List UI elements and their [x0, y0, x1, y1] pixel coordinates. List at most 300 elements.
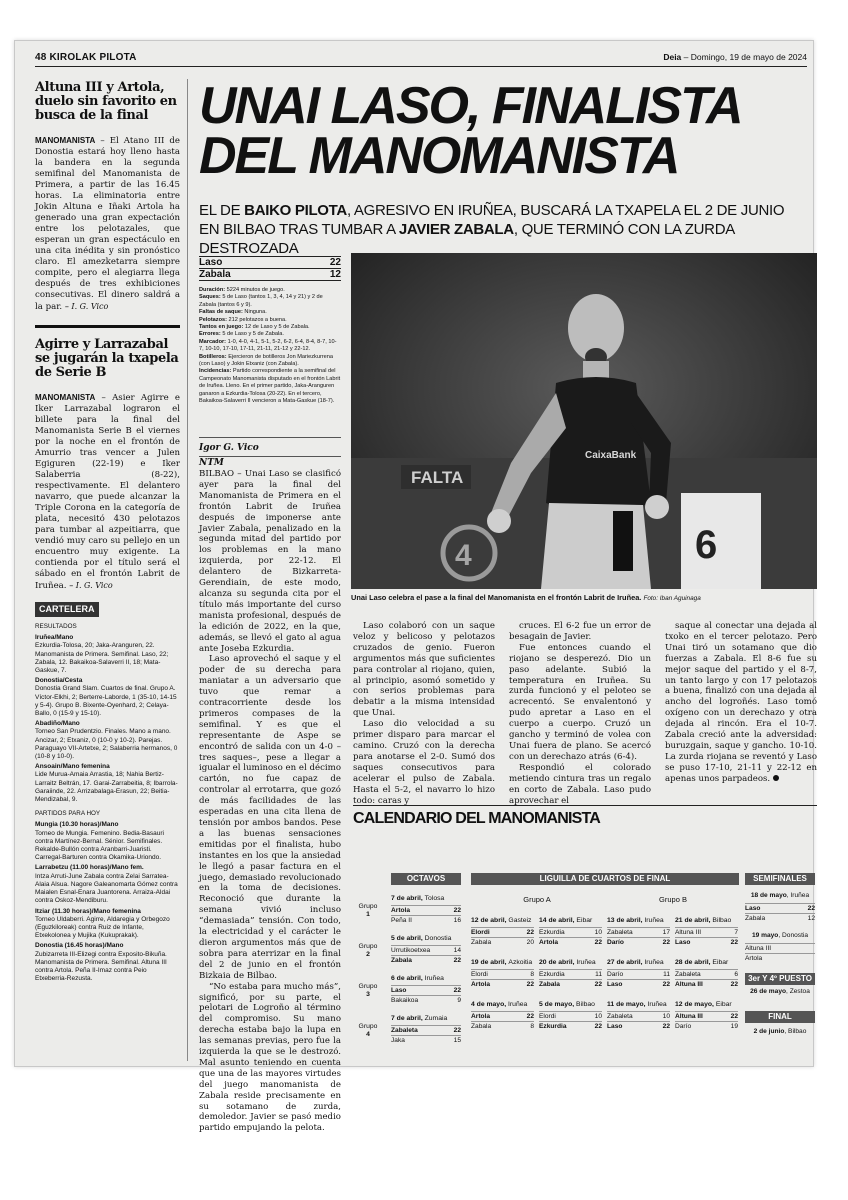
- player-score: 22: [594, 1023, 602, 1030]
- player-name: Zabala: [471, 1023, 492, 1030]
- match-venue: Azkoitia: [508, 959, 533, 966]
- wall-number: 4: [455, 539, 472, 572]
- player-score: 22: [453, 987, 461, 994]
- match-date: 6 de abril, Iruñea: [391, 975, 444, 982]
- match-venue: Zumaia: [424, 1015, 448, 1022]
- semifinales-header: SEMIFINALES: [745, 873, 815, 885]
- match-row: [391, 905, 461, 915]
- sidebar-story-2: [35, 392, 180, 592]
- cartelera-item-head: Ansoain/Mano femenina: [35, 763, 110, 771]
- player-name: Ezkurdia: [539, 929, 565, 936]
- match-venue: Iruñea: [576, 959, 596, 966]
- group-number: 4: [366, 1031, 370, 1038]
- third-place-header: 3er Y 4º PUESTO: [745, 973, 815, 985]
- player-name: Zabala: [539, 981, 560, 988]
- cartelera-item-head: Mungia (10.30 horas)/Mano: [35, 821, 119, 829]
- match-row: [471, 1011, 534, 1021]
- player-name: Altuna III: [675, 1013, 703, 1020]
- match-row: [539, 979, 602, 989]
- match-row: [675, 979, 738, 989]
- stat-key: Tantos en juego:: [199, 324, 244, 331]
- player-name: Altuna III: [745, 945, 772, 952]
- stat-line: [199, 331, 341, 338]
- subheadline: [199, 201, 799, 258]
- group-label: [353, 1023, 383, 1039]
- player-name: Laso: [745, 905, 761, 912]
- divider: [35, 325, 180, 328]
- stat-key: Errores:: [199, 331, 221, 338]
- shirt-sponsor: CaixaBank: [585, 450, 637, 461]
- cartelera-label: CARTELERA: [35, 602, 99, 617]
- player-score: 10: [594, 929, 602, 936]
- photo-credit: Foto: Iban Aguinaga: [643, 595, 701, 602]
- group-number: 2: [366, 951, 370, 958]
- player-score: 10: [662, 1013, 670, 1020]
- cartelera-item: [35, 942, 180, 983]
- byline: [199, 437, 341, 469]
- player-score: 22: [594, 939, 602, 946]
- match-day: 5 de abril: [391, 935, 421, 942]
- match-day: 12 de abril: [471, 917, 505, 924]
- match-day: 5 de mayo: [539, 1001, 573, 1008]
- stat-value: 12 de Laso y 5 de Zabala.: [244, 324, 310, 331]
- match-venue: Eibar: [576, 917, 593, 924]
- player-score: 22: [662, 981, 670, 988]
- agency-name: NTM: [199, 456, 341, 469]
- match-row: [471, 979, 534, 989]
- cartelera-item: [35, 821, 180, 862]
- stat-key: Saques:: [199, 294, 221, 301]
- match-day: 20 de abril: [539, 959, 573, 966]
- match-date: 12 de abril, Gasteiz: [471, 917, 532, 924]
- player-name: Laso: [607, 981, 623, 988]
- final-date: 2 de junio, Bilbao: [753, 1028, 807, 1035]
- sidebar-headline-1: Altuna III y Artola, duelo sin favorito en busca de la final: [35, 80, 177, 123]
- player-score: 22: [526, 1013, 534, 1020]
- match-day: 18 de mayo: [750, 892, 787, 899]
- group-word: Grupo: [358, 903, 378, 910]
- stat-line: [199, 294, 341, 309]
- match-day: 21 de abril: [675, 917, 709, 924]
- page-number: 48: [35, 52, 47, 63]
- player-score: 19: [730, 1023, 738, 1030]
- player-score: 10: [594, 1013, 602, 1020]
- match-venue: Zestoa: [789, 988, 810, 995]
- match-row: [607, 1011, 670, 1021]
- match-venue: Iruñea: [644, 959, 664, 966]
- match-row: [675, 937, 738, 947]
- match-day: 7 de abril: [391, 895, 421, 902]
- player-name: Urrutikoetxea: [391, 947, 431, 954]
- article-column-1: [199, 469, 341, 1134]
- article-paragraph: Laso dio velocidad a su primer disparo para marcar el camino. Cruzó con la derecha para anotarse el 2-0. Sumó dos saques consecutivos para acelerar el pulso de Zabala. Hasta el 5-2, el navarro lo hizo todo: caras y: [353, 719, 495, 806]
- match-stats: [199, 287, 341, 406]
- match-day: 19 mayo: [751, 932, 779, 939]
- group-word: Grupo: [358, 943, 378, 950]
- article-photo: [351, 253, 817, 589]
- story-lead: MANOMANISTA: [35, 393, 96, 402]
- player-score: 22: [730, 981, 738, 988]
- cartelera-item-text: Torneo de Mungia. Femenino. Bedia-Basauri contra Martínez-Bernal. Sénior. Semifinales. Rekalde-Bullón contra Aranbarri-Juaristi. Carregal-Barturen contra Okamika-Uriondo.: [35, 829, 164, 862]
- cartelera-item-head: Itziar (11.30 horas)/Mano femenina: [35, 907, 141, 915]
- match-date: 11 de mayo, Iruñea: [607, 1001, 667, 1008]
- publication-name: Deia: [663, 52, 682, 62]
- match-day: 26 de mayo: [750, 988, 787, 995]
- subheadline-bold: JAVIER ZABALA: [398, 221, 514, 238]
- player-score: 12: [329, 269, 341, 280]
- cartelera-list: [35, 623, 180, 983]
- player-name: Artola: [391, 907, 411, 914]
- match-row: [471, 927, 534, 937]
- section-right: PILOTA: [99, 52, 137, 63]
- match-venue: Iruñea: [424, 975, 444, 982]
- semifinal-date: 19 mayo, Donostia: [751, 932, 809, 939]
- player-name: Altuna III: [675, 981, 703, 988]
- player-name: Elordi: [471, 929, 490, 936]
- match-venue: Donostia: [782, 932, 809, 939]
- results-list: [35, 634, 180, 804]
- player-score: 22: [453, 1027, 461, 1034]
- cartelera-item-head: Larrabetzu (11.00 horas)/Mano fem.: [35, 864, 144, 872]
- stat-key: Marcador:: [199, 338, 227, 345]
- page-header: [35, 49, 807, 67]
- player-name: Artola: [471, 981, 491, 988]
- player-score: 14: [453, 947, 461, 954]
- match-day: 13 de abril: [607, 917, 641, 924]
- player-name: Peña II: [391, 917, 412, 924]
- semifinal-date: 18 de mayo, Iruñea: [750, 892, 810, 899]
- score-box: [199, 256, 341, 406]
- match-row: [745, 903, 815, 913]
- sidebar-headline-2: Agirre y Larrazabal se jugarán la txapela de Serie B: [35, 337, 179, 380]
- stat-value: 5 de Laso (tantos 1, 3, 4, 14 y 21) y 2 de Zabala (tantos 6 y 9).: [199, 294, 323, 308]
- cartelera-item: [35, 908, 180, 941]
- court-number: 6: [695, 523, 718, 567]
- article-paragraph: BILBAO – Unai Laso se clasificó ayer para la final del Manomanista de Primera en el frontón Labrit de Iruñea después de imponerse ante Javier Zabala, penalizado en la segunda mitad del partido por los problemas en la mano izquierda, por 22-12. El delantero de Bizkarreta-Gerendiain, de este modo, alcanza su segunda cita por el título más importante del curso manista profesional, después de la edición de 2022, en la que, además, se llevó el gato al agua ante Joseba Ezkurdia.: [199, 469, 341, 654]
- stat-value: 1-0, 4-0, 4-1, 5-1, 5-2, 6-2, 6-4, 8-4, 8-7, 10-7, 10-10, 17-10, 17-11, 21-11, 21-12 y 22-12.: [199, 338, 337, 353]
- stat-line: [199, 324, 341, 331]
- match-date: 14 de abril, Eibar: [539, 917, 593, 924]
- stat-line: [199, 354, 341, 369]
- match-date: 7 de abril, Tolosa: [391, 895, 445, 902]
- match-row: [539, 969, 602, 979]
- player-score: 22: [329, 257, 341, 268]
- player-score: 11: [595, 971, 602, 978]
- match-row: [607, 969, 670, 979]
- match-venue: Iruñea: [790, 892, 810, 899]
- player-name: Artola: [471, 1013, 491, 1020]
- octavos-header: OCTAVOS: [391, 873, 461, 885]
- section-left: KIROLAK: [49, 52, 97, 63]
- cartelera-item-text: Ezkurdia-Tolosa, 20; Jaka-Aranguren, 22. Manomanista de Primera. Semifinal. Laso, 22; Zabala, 12. Bakaikoa-Salaverri II, 18; Mata-Gaskue, 7.: [35, 642, 169, 675]
- player-name: Laso: [199, 257, 223, 268]
- cartelera-item: [35, 763, 180, 804]
- subheadline-text: , AGRESIVO EN IRUÑEA, BUSCARÁ LA TXAPELA EL 2 DE JUNIO EN BILBAO TRAS TUMBAR A: [199, 202, 785, 238]
- cartelera-item-head: Donostia/Cesta: [35, 677, 83, 685]
- match-date: 13 de abril, Iruñea: [607, 917, 664, 924]
- calendar-title: CALENDARIO DEL MANOMANISTA: [353, 805, 817, 828]
- group-word: Grupo: [358, 983, 378, 990]
- player-score: 17: [662, 929, 670, 936]
- group-label: [353, 983, 383, 999]
- player-score: 12: [807, 915, 815, 922]
- match-row: [391, 1025, 461, 1035]
- match-day: 27 de abril: [607, 959, 641, 966]
- player-name: Artola: [539, 939, 559, 946]
- match-row: [745, 913, 815, 923]
- match-row: [745, 943, 815, 953]
- story-signature: – I. G. Vico: [69, 581, 113, 590]
- player-name: Zabala: [391, 957, 412, 964]
- match-row: [675, 927, 738, 937]
- group-number: 3: [366, 991, 370, 998]
- cartelera-item-text: Torneo San Prudentzio. Finales. Mano a mano. Ancizar, 2; Etxaniz, 0 (10-0 y 10-2). Parejas. Paraguayo VII-Artetxe, 2; Salaberria hermanos, 0 (10-8 y 10-0).: [35, 728, 178, 761]
- player-name: Jaka: [391, 1037, 405, 1044]
- match-row: [391, 955, 461, 965]
- player-score: 22: [453, 907, 461, 914]
- match-row: [391, 985, 461, 995]
- article-paragraph: “No estaba para mucho más”, significó, por su parte, el pelotari de Logroño al término del compromiso. Su mano derecha estaba bajo la lupa en las semanas previas, pero fue la izquierda la que se le destrozó. Mal asunto teniendo en cuenta que una de las mayores virtudes del juego manomanista de Zabala reside precisamente en su sotamano de zurda, demoledor. Javier se pasó medio partido empujando la pelota.: [199, 981, 341, 1134]
- player-name: Artola: [745, 955, 763, 962]
- score-row: [199, 256, 341, 268]
- stat-value: 5 de Laso y 5 de Zabala.: [222, 331, 284, 338]
- publication-date: Deia – Domingo, 19 de mayo de 2024: [663, 52, 807, 62]
- player-score: 22: [662, 939, 670, 946]
- player-name: Darío: [675, 1023, 692, 1030]
- results-label: RESULTADOS: [35, 623, 77, 630]
- match-day: 11 de mayo: [607, 1001, 644, 1008]
- sidebar: [35, 79, 180, 1061]
- score-row: [199, 268, 341, 281]
- match-venue: Eibar: [712, 959, 729, 966]
- match-day: 19 de abril: [471, 959, 505, 966]
- cartelera-item-head: Iruñea/Mano: [35, 634, 74, 642]
- stat-key: Pelotazos:: [199, 316, 227, 323]
- match-venue: Iruñea: [508, 1001, 528, 1008]
- match-venue: Bilbao: [712, 917, 732, 924]
- match-row: [539, 1011, 602, 1021]
- player-score: 16: [453, 917, 461, 924]
- player-score: 22: [662, 1023, 670, 1030]
- match-venue: Gasteiz: [508, 917, 532, 924]
- player-name: Zabaleta: [607, 929, 633, 936]
- player-score: 6: [734, 971, 738, 978]
- player-name: Zabala: [471, 939, 492, 946]
- match-day: 12 de mayo: [675, 1001, 713, 1008]
- match-row: [607, 1021, 670, 1031]
- player-name: Zabaleta: [391, 1027, 418, 1034]
- cartelera-item: [35, 634, 180, 675]
- player-name: Zabala: [745, 915, 766, 922]
- match-venue: Eibar: [715, 1001, 732, 1008]
- match-row: [607, 979, 670, 989]
- article-column-3: [509, 621, 651, 806]
- match-day: 6 de abril: [391, 975, 421, 982]
- cartelera-item-text: Torneo Uldaberri. Agirre, Aldaregia y Orbegozo (Eguzkiloreak) contra Ruiz de Infante, Etxekolonea y Mujika (Kukuprakak).: [35, 915, 170, 940]
- player-score: 22: [453, 957, 461, 964]
- player-score: 8: [530, 1023, 534, 1030]
- match-row: [391, 945, 461, 955]
- player-score: 9: [457, 997, 461, 1004]
- issue-date: Domingo, 19 de mayo de 2024: [690, 52, 807, 62]
- section-label: [35, 52, 137, 63]
- cartelera-item-text: Donostia Grand Slam. Cuartos de final. Grupo A. Víctor-Elkhi, 2; Berterre-Laborde, 1 (35-10, 14-15 y 5-4). Grupo B. Bixente-Oyenhard, 2; Celaya-Ballo, 0 (15-9 y 15-10).: [35, 685, 177, 718]
- player-score: 22: [526, 929, 534, 936]
- player-score: 22: [526, 981, 534, 988]
- stat-value: 212 pelotazos a buena.: [228, 316, 287, 323]
- article-paragraph: Respondió el colorado metiendo cintura tras un regalo en corto de Zabala. Laso pudo aprovechar el: [509, 762, 651, 806]
- player-name: Laso: [391, 987, 407, 994]
- player-score: 22: [807, 905, 815, 912]
- today-label: PARTIDOS PARA HOY: [35, 810, 101, 818]
- liguilla-header: LIGUILLA DE CUARTOS DE FINAL: [471, 873, 739, 885]
- match-venue: Iruñea: [644, 917, 664, 924]
- match-venue: Bilbao: [576, 1001, 595, 1008]
- cartelera-item: [35, 677, 180, 718]
- match-row: [471, 969, 534, 979]
- story-lead: MANOMANISTA: [35, 136, 96, 145]
- match-row: [539, 1021, 602, 1031]
- article-paragraph: cruces. El 6-2 fue un error de besagain de Javier.: [509, 621, 651, 642]
- match-date: 19 de abril, Azkoitia: [471, 959, 533, 966]
- match-row: [745, 953, 815, 963]
- group-word: Grupo: [358, 1023, 378, 1030]
- match-date: 5 de mayo, Bilbao: [539, 1001, 595, 1008]
- match-date: 20 de abril, Iruñea: [539, 959, 596, 966]
- story-text: – Asier Agirre e Iker Larrazabal lograron el billete para la final del Manomanista Serie B el viernes por la noche en el frontón de Amurrio tras vencer a Julen Egiguren (22-19) e Iker Salaberria (8-22), respectivamente. El delantero navarro, que puede alcanzar la Triple Corona en la categoría de plata, necesitó 430 pelotazos para tumbar al azpeitiarra, que vendió muy caro su pellejo en un encuentro muy exigente. La contienda por el título será el sábado en el frontón Labrit de Iruñea.: [35, 393, 180, 591]
- caption-text: Unai Laso celebra el pase a la final del Manomanista en el frontón Labrit de Iruñea.: [351, 593, 642, 602]
- cartelera-item-head: Abadiño/Mano: [35, 720, 80, 728]
- player-score: 11: [663, 971, 670, 978]
- cartelera-item-text: Intza Arruti-June Zabala contra Zelai Sarratea-Alaia Alsua. Nagore Galeanomarta Gómez contra Maialen Esnal-Enara Juantorena. Arraiza-Aldai contra Oskoz-Mendiburu.: [35, 872, 178, 905]
- author-name: Igor G. Vico: [199, 437, 341, 454]
- player-name: Ezkurdia: [539, 971, 565, 978]
- stat-value: Ninguna.: [244, 309, 267, 316]
- article-paragraph: Fue entonces cuando el riojano se desperezó. Dio un paso adelante. Subió la temperatura en Iruñea. Su zurda funcionó y el peloteo se acrecentó. Se envalentonó y pudo apretar a Laso en el cuerpo a cuerpo. Cruzó un gancho y terminó de volea con Unai fuera de plano. Se acercó con un derechazo atrás (6-4).: [509, 642, 651, 762]
- match-date: 12 de mayo, Eibar: [675, 1001, 732, 1008]
- article-column-4: [665, 621, 817, 785]
- headline-line-2: DEL MANOMANISTA: [199, 127, 679, 185]
- match-day: 14 de abril: [539, 917, 573, 924]
- player-score: 7: [734, 929, 738, 936]
- match-row: [539, 937, 602, 947]
- stat-line: [199, 368, 341, 405]
- match-row: [539, 927, 602, 937]
- match-row: [391, 1035, 461, 1045]
- main-headline: [199, 77, 819, 185]
- match-venue: Donostia: [424, 935, 452, 942]
- player-name: Laso: [607, 1023, 623, 1030]
- stat-key: Incidencias:: [199, 368, 232, 375]
- player-name: Zabaleta: [675, 971, 701, 978]
- article-paragraph: Laso colaboró con un saque veloz y belicoso y pelotazos cruzados de genio. Fueron argumentos más que suficientes para controlar al riojano, quien, al principio, asomó sometido y con serios problemas para debatir a la misma intensidad que Unai.: [353, 621, 495, 719]
- match-date: 21 de abril, Bilbao: [675, 917, 732, 924]
- player-score: 22: [730, 939, 738, 946]
- player-score: 20: [526, 939, 534, 946]
- tournament-calendar: [353, 829, 817, 1061]
- today-list: [35, 821, 180, 983]
- cartelera-item: [35, 720, 180, 761]
- match-row: [391, 915, 461, 925]
- third-place-date: 26 de mayo, Zestoa: [750, 988, 810, 995]
- cartelera-item-text: Lide Murua-Amaia Arrastia, 18; Nahia Bertiz-Larraitz Beltrán, 17. Garai-Zarrabeitia, 8; Ibarrola-Garaiinde, 22. Arrizabalaga-Erasun, 22; Beitia-Mendizabal, 9.: [35, 771, 178, 804]
- photo-caption: [351, 593, 817, 602]
- match-date: 4 de mayo, Iruñea: [471, 1001, 528, 1008]
- group-label: [353, 943, 383, 959]
- stat-value: 5224 minutos de juego.: [226, 287, 285, 293]
- wall-banner: FALTA: [411, 468, 464, 487]
- match-day: 7 de abril: [391, 1015, 421, 1022]
- cartelera-item-text: Zubizarreta III-Elizegi contra Exposito-Bikuña. Manomanista de Primera. Semifinal. Altuna III contra Artola. Peña II-Imaz contra Peio Etxeberria-Rezusta.: [35, 950, 167, 983]
- player-name: Darío: [607, 971, 624, 978]
- match-row: [675, 969, 738, 979]
- match-row: [607, 927, 670, 937]
- headline-line-1: UNAI LASO, FINALISTA: [199, 77, 742, 135]
- subheadline-bold: BAIKO PILOTA: [244, 202, 347, 219]
- column-rule: [187, 79, 188, 1061]
- player-name: Altuna III: [675, 929, 702, 936]
- player-name: Elordi: [539, 1013, 556, 1020]
- player-score: 15: [453, 1037, 461, 1044]
- newspaper-page: [14, 40, 817, 1134]
- article-paragraph: Laso aprovechó el saque y el poder de su derecha para maniatar a un adversario que tuvo que remar a contracorriente desde los primeros compases de la semifinal. Y es que el representante de Aspe se encontró de salida con un 4-0 –tres saques–, pese a llegar a igualar el luminoso en el décimo cartón, no fue capaz de controlar al errotarra, que gozó de más facilidades de las esperadas en una cita llena de tensión por ambos bandos. Pese a las buenas sensaciones emitidas por el finalista, hubo instantes en los que la ansiedad le llegó a pasar factura en el juego, demasiado revolucionado en la toma de decisiones. Reconoció que durante la semana vivió incluso “demasiada” tensión. Con todo, la electricidad y el carácter le dieron argumentos más que de sobra para aterrizar en la final del 2 de junio en el frontón Bizkaia de Bilbao.: [199, 654, 341, 981]
- stat-value: Ejercieron de botilleros Jon Mariezkurrena (con Laso) y Jokin Etxaniz (con Zabala).: [199, 353, 334, 368]
- article-paragraph: saque al conectar una dejada al txoko en el tercer pelotazo. Pero Unai tiró un sotamano que dio fuerzas a Zabala. El 8-6 fue su mejor saque del partido y el 8-7, un tanto largo y con 17 pelotazos a buena, finalizó con una dejada al ancho del logroñés. Laso tomó oxígeno con un derechazo y otra dejada al rincón. Era el 10-7. Zabala creció ante la adversidad: buruzgain, saque y gancho. 10-10. La zurda riojana se reventó y Laso se puso 17-10, 21-11 y 22-12 en apenas unos parpadeos.: [665, 621, 817, 784]
- player-name: Zabaleta: [607, 1013, 633, 1020]
- match-date: 7 de abril, Zumaia: [391, 1015, 448, 1022]
- group-b-label: Grupo B: [659, 895, 687, 904]
- match-venue: Iruñea: [647, 1001, 667, 1008]
- group-label: [353, 903, 383, 919]
- player-score: 22: [730, 1013, 738, 1020]
- match-day: 2 de junio: [753, 1028, 785, 1035]
- match-row: [675, 1011, 738, 1021]
- stat-line: [199, 287, 341, 294]
- match-day: 28 de abril: [675, 959, 709, 966]
- match-day: 4 de mayo: [471, 1001, 505, 1008]
- match-row: [471, 937, 534, 947]
- stat-value: Partido correspondiente a la semifinal del Campeonato Manomanista disputado en el frontón Labrit de Iruñea. Lleno. En el primer partido, Jaka-Aranguren ganaron a Ezkurdia-Tolosa (20-22). En el tercero, Bakaikoa-Salaverri II vencieron a Mata-Gaskue (18-7).: [199, 368, 341, 405]
- match-row: [471, 1021, 534, 1031]
- final-header: FINAL: [745, 1011, 815, 1023]
- subheadline-text: , QUE TERMINÓ CON LA ZURDA DESTROZADA: [199, 221, 735, 257]
- match-venue: Tolosa: [424, 895, 445, 902]
- match-row: [607, 937, 670, 947]
- player-name: Darío: [607, 939, 624, 946]
- end-mark-icon: [773, 775, 779, 781]
- player-name: Zabala: [199, 269, 231, 280]
- story-signature: – I. G. Vico: [64, 302, 109, 311]
- match-row: [391, 995, 461, 1005]
- match-date: 27 de abril, Iruñea: [607, 959, 664, 966]
- stat-key: Duración:: [199, 287, 226, 293]
- cartelera-item: [35, 864, 180, 905]
- player-name: Elordi: [471, 971, 488, 978]
- stat-line: [199, 317, 341, 324]
- match-date: 5 de abril, Donostia: [391, 935, 452, 942]
- player-score: 22: [594, 981, 602, 988]
- group-a-label: Grupo A: [523, 895, 551, 904]
- sidebar-story-1: [35, 135, 180, 313]
- cartelera-item-head: Donostia (16.45 horas)/Mano: [35, 942, 124, 950]
- article-column-2: [353, 621, 495, 806]
- player-name: Ezkurdia: [539, 1023, 567, 1030]
- match-date: 28 de abril, Eibar: [675, 959, 729, 966]
- stat-line: [199, 309, 341, 316]
- match-row: [675, 1021, 738, 1031]
- subheadline-text: EL DE: [199, 202, 241, 219]
- match-venue: Bilbao: [788, 1028, 807, 1035]
